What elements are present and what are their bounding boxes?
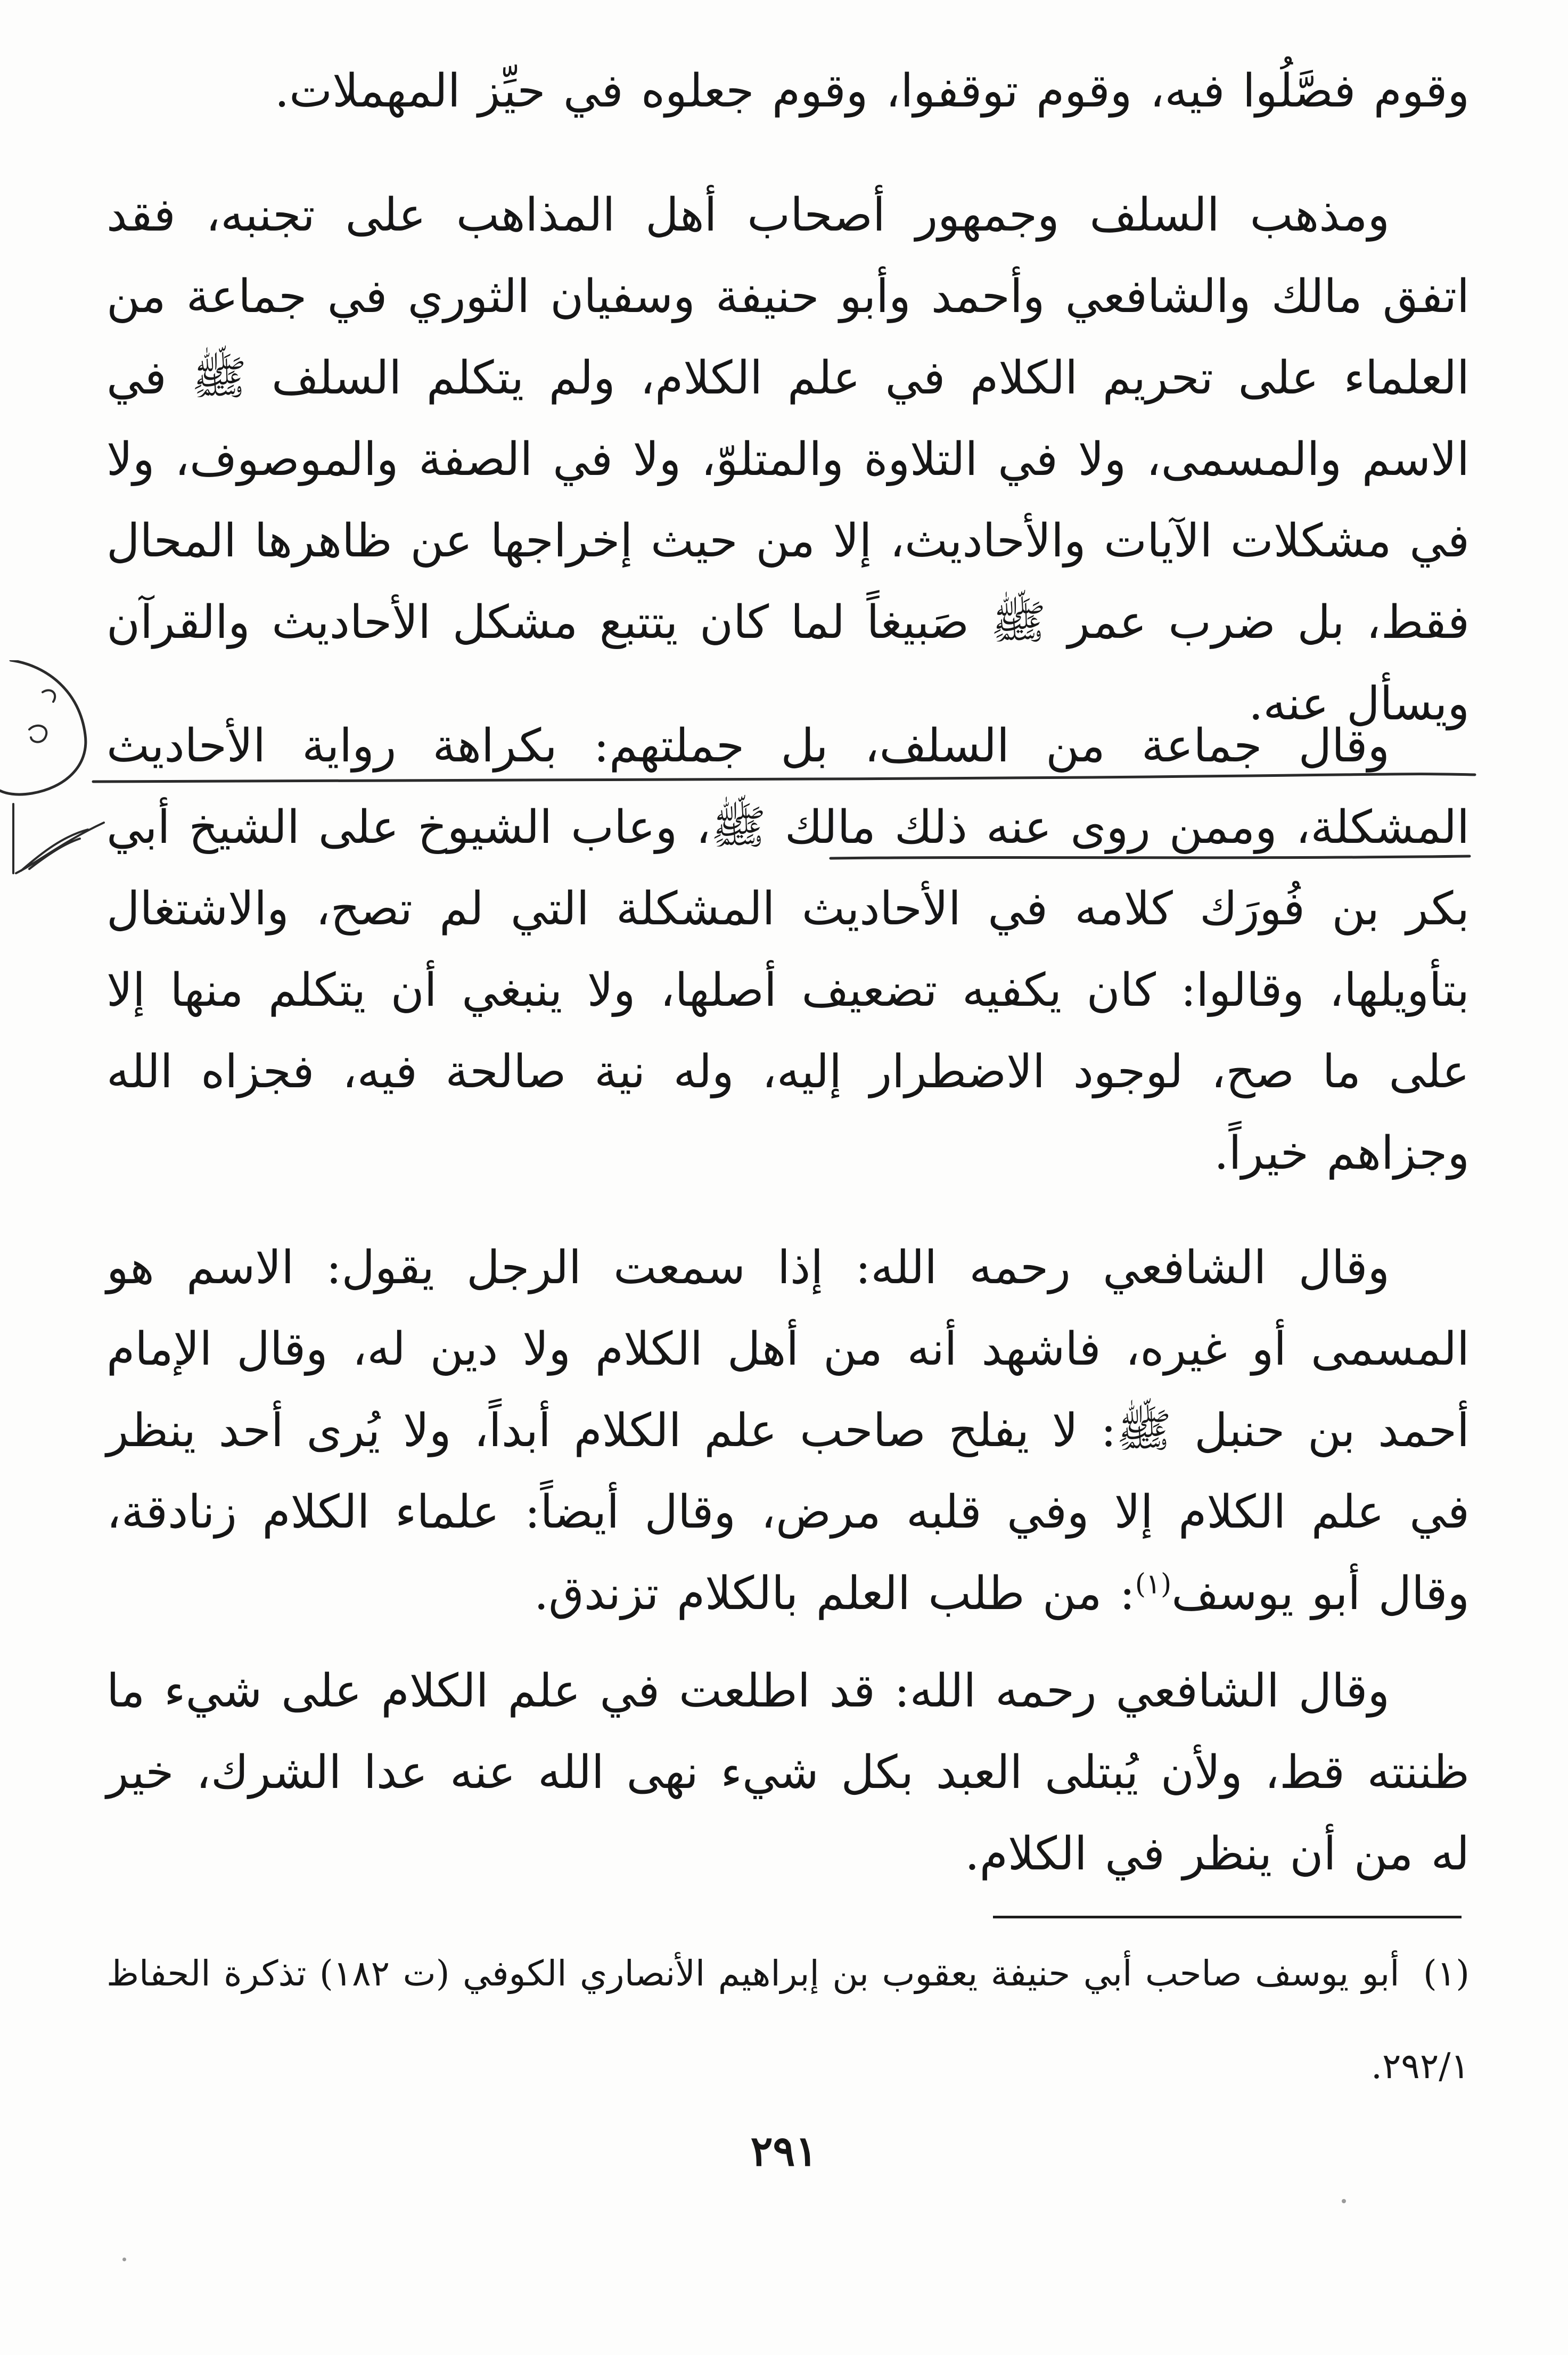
paragraph-5: وقال الشافعي رحمه الله: قد اطلعت في علم الكلام على شيء ما ظننته قط، ولأن يُبتلى العبد بكل شيء نهى الله عنه عدا الشرك، خير له من أن ينظر في الكلام. — [106, 1664, 1470, 1881]
scan-speck — [1342, 2199, 1346, 2203]
footnote-text: أبو يوسف صاحب أبي حنيفة يعقوب بن إبراهيم الأنصاري الكوفي (ت ١٨٢) تذكرة الحفاظ ٢٩٢/١. — [106, 1953, 1470, 2087]
footnote — [106, 1927, 1470, 2113]
page-number: ٢٩١ — [750, 2127, 818, 2176]
footnote-separator — [993, 1916, 1462, 1918]
paragraph-4 — [106, 1227, 1470, 1635]
paragraph-2: ومذهب السلف وجمهور أصحاب أهل المذاهب على تجنبه، فقد اتفق مالك والشافعي وأحمد وأبو حنيفة وسفيان الثوري في جماعة من العلماء على تحريم الكلام في علم الكلام، ولم يتكلم السلف ﷺ في الاسم والمسمى، ولا في التلاوة والمتلوّ، ولا في الصفة والموصوف، ولا في مشكلات الآيات والأحاديث، إلا من حيث إخراجها عن ظاهرها المحال فقط، بل ضرب عمر ﷺ صَبيغاً لما كان يتتبع مشكل الأحاديث والقرآن ويسأل عنه. — [106, 188, 1470, 731]
footnote-reference: (١) — [1135, 1568, 1172, 1601]
paragraph-4-text: وقال الشافعي رحمه الله: إذا سمعت الرجل يقول: الاسم هو المسمى أو غيره، فاشهد أنه من أهل الكلام ولا دين له، وقال الإمام أحمد بن حنبل ﷺ: لا يفلح صاحب علم الكلام أبداً، ولا يُرى أحد ينظر في علم الكلام إلا وفي قلبه مرض، وقال أيضاً: علماء الكلام زنادقة، وقال أبو يوسف — [106, 1241, 1470, 1620]
paragraph-1: وقوم فصَّلُوا فيه، وقوم توقفوا، وقوم جعلوه في حيِّز المهملات. — [274, 64, 1470, 118]
paragraph-3-underlined: وقال جماعة من السلف، بل جملتهم: بكراهة رواية الأحاديث المشكلة، وممن روى عنه ذلك مالك ﷺ، وعاب الشيوخ على الشيخ أبي بكر بن فُورَك كلامه في الأحاديث المشكلة التي لم تصح، والاشتغال بتأويلها، وقالوا: كان يكفيه تضعيف أصلها، ولا ينبغي أن يتكلم منها إلا على ما صح، لوجود الاضطرار إليه، وله نية صالحة فيه، فجزاه الله وجزاهم خيراً. — [106, 719, 1470, 1180]
paragraph-4-continuation: : من طلب العلم بالكلام تزندق. — [533, 1567, 1135, 1620]
footnote-marker: (١) — [1423, 1953, 1470, 1994]
scan-speck — [122, 2258, 126, 2261]
margin-doodle-icon — [0, 660, 112, 889]
